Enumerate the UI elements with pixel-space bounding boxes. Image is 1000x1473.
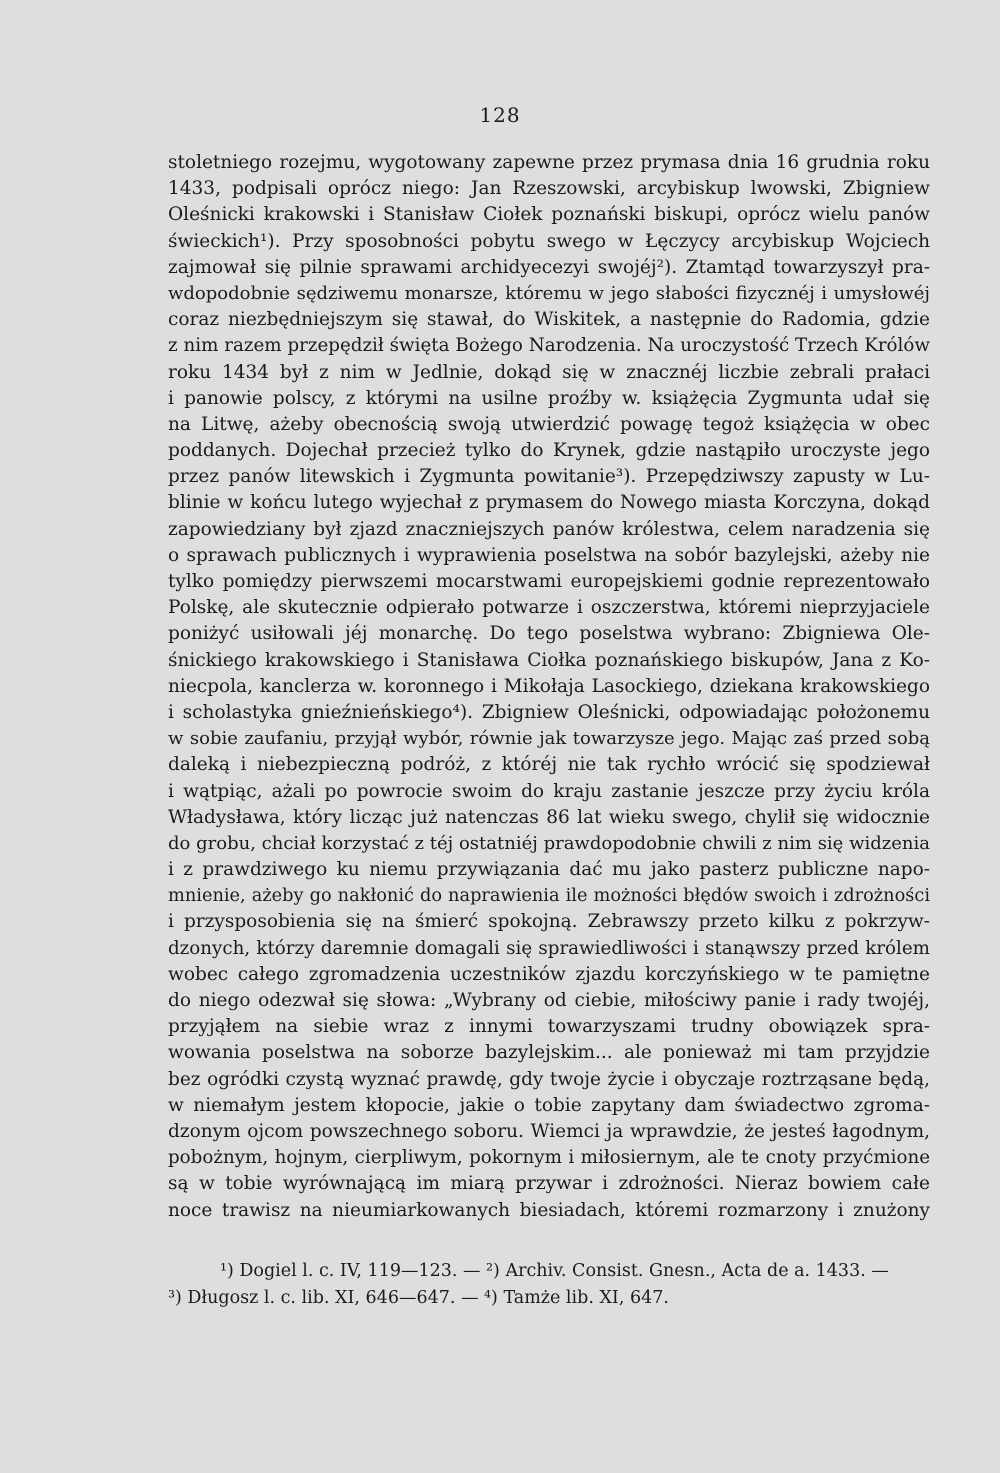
text-line: i wątpiąc, ażali po powrocie swoim do kraju zastanie jeszcze przy życiu króla [168, 780, 930, 802]
text-line: są w tobie wyrównającą im miarą przywar i zdrożności. Nieraz bowiem całe [168, 1173, 930, 1195]
text-line: świeckich¹). Przy sposobności pobytu swego w Łęczycy arcybiskup Wojciech [168, 230, 930, 252]
text-line: 1433, podpisali oprócz niego: Jan Rzeszowski, arcybiskup lwowski, Zbigniew [168, 178, 930, 200]
text-line: z nim razem przepędził święta Bożego Narodzenia. Na uroczystość Trzech Królów [168, 335, 930, 357]
text-line: do niego odezwał się słowa: „Wybrany od ciebie, miłościwy panie i rady twojéj, [168, 990, 930, 1011]
text-line: mnienie, ażeby go nakłonić do naprawienia ile możności błędów swoich i zdrożności [168, 886, 930, 907]
footnote-line: ¹) Dogiel l. c. IV, 119—123. — ²) Archiv. Consist. Gnesn., Acta de a. 1433. — [220, 1261, 889, 1281]
text-line: poddanych. Dojechał przecież tylko do Krynek, gdzie nastąpiło uroczyste jego [168, 440, 930, 462]
text-line: zapowiedziany był zjazd znaczniejszych panów królestwa, celem naradzenia się [168, 518, 930, 540]
text-line: Polskę, ale skutecznie odpierało potwarze i oszczerstwa, któremi nieprzyjaciele [168, 597, 930, 619]
text-line: wobec całego zgromadzenia uczestników zjazdu korczyńskiego w te pamiętne [168, 963, 930, 985]
text-line: na Litwę, ażeby obecnością swoją utwierdzić powagę tegoż książęcia w obec [168, 413, 930, 435]
text-line: roku 1434 był z nim w Jedlnie, dokąd się w znacznéj liczbie zebrali prałaci [168, 361, 930, 383]
text-line: w sobie zaufaniu, przyjął wybór, równie jak towarzysze jego. Mając zaś przed sobą [168, 728, 930, 750]
text-line: Oleśnicki krakowski i Stanisław Ciołek poznański biskupi, oprócz wielu panów [168, 204, 930, 226]
text-line: wowania poselstwa na soborze bazylejskim... ale ponieważ mi tam przyjdzie [168, 1042, 930, 1064]
text-line: Władysława, który licząc już natenczas 86 lat wieku swego, chylił się widocznie [168, 806, 930, 828]
text-line: dzonym ojcom powszechnego soboru. Wiemci ja wprawdzie, że jesteś łagodnym, [168, 1120, 930, 1142]
text-line: do grobu, chciał korzystać z téj ostatniéj prawdopodobnie chwili z nim się widzenia [168, 832, 930, 854]
text-line: i scholastyka gnieźnieńskiego⁴). Zbigniew Oleśnicki, odpowiadając położonemu [168, 701, 930, 723]
text-line: daleką i niebezpieczną podróż, z któréj nie tak rychło wrócić się spodziewał [168, 754, 930, 776]
text-line: w niemałym jestem kłopocie, jakie o tobie zapytany dam świadectwo zgroma- [168, 1094, 930, 1116]
body-text [168, 150, 930, 1224]
text-line: przez panów litewskich i Zygmunta powitanie³). Przepędziwszy zapusty w Lu- [168, 466, 930, 488]
text-line: niecpola, kanclerza w. koronnego i Mikołaja Lasockiego, dziekana krakowskiego [168, 675, 930, 697]
text-line: przyjąłem na siebie wraz z innymi towarzyszami trudny obowiązek spra- [168, 1016, 930, 1038]
text-line: pobożnym, hojnym, cierpliwym, pokornym i miłosiernym, ale te cnoty przyćmione [168, 1147, 930, 1169]
text-line: i z prawdziwego ku niemu przywiązania dać mu jako pasterz publiczne napo- [168, 859, 930, 881]
text-line: blinie w końcu lutego wyjechał z prymasem do Nowego miasta Korczyna, dokąd [168, 492, 930, 514]
text-line: o sprawach publicznych i wyprawienia poselstwa na sobór bazylejski, ażeby nie [168, 544, 930, 566]
text-line: bez ogródki czystą wyznać prawdę, gdy twoje życie i obyczaje roztrząsane będą, [168, 1068, 930, 1090]
text-line: i przysposobienia się na śmierć spokojną. Zebrawszy przeto kilku z pokrzyw- [168, 911, 930, 933]
text-line: zajmował się pilnie sprawami archidyecezyi swojéj²). Ztamtąd towarzyszył pra- [168, 256, 930, 278]
page-number: 128 [479, 103, 521, 127]
text-line: coraz niezbędniejszym się stawał, do Wiskitek, a następnie do Radomia, gdzie [168, 309, 930, 331]
text-line: stoletniego rozejmu, wygotowany zapewne przez prymasa dnia 16 grudnia roku [168, 152, 930, 173]
text-line: wdopodobnie sędziwemu monarsze, któremu w jego słabości fizycznéj i umysłowéj [168, 282, 930, 304]
text-line: dzonych, którzy daremnie domagali się sprawiedliwości i stanąwszy przed królem [168, 937, 930, 959]
text-line: śnickiego krakowskiego i Stanisława Ciołka poznańskiego biskupów, Jana z Ko- [168, 649, 930, 671]
footnotes [168, 1258, 930, 1312]
text-line: i panowie polscy, z którymi na usilne proźby w. książęcia Zygmunta udał się [168, 387, 930, 409]
text-line: poniżyć usiłowali jéj monarchę. Do tego poselstwa wybrano: Zbigniewa Ole- [168, 623, 930, 645]
footnote-line: ³) Długosz l. c. lib. XI, 646—647. — ⁴) Tamże lib. XI, 647. [168, 1288, 669, 1308]
text-line: noce trawisz na nieumiarkowanych biesiadach, któremi rozmarzony i znużony [168, 1199, 930, 1221]
text-line: tylko pomiędzy pierwszemi mocarstwami europejskiemi godnie reprezentowało [168, 571, 930, 592]
